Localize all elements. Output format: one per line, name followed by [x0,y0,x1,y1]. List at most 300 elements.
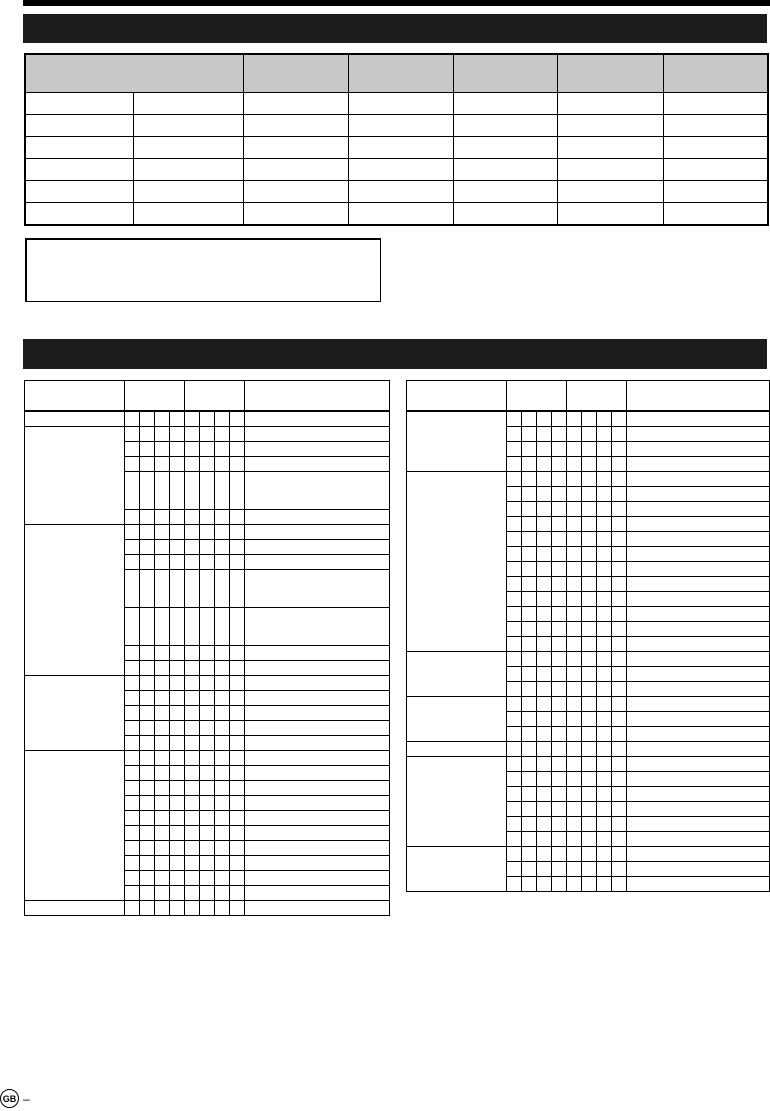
compat-check-cell [567,712,582,727]
compat-description-cell [245,706,390,721]
compat-check-cell [552,757,567,772]
compat-check-cell [230,826,245,841]
signal-cell [453,115,557,137]
signal-cell [557,93,663,115]
compat-check-cell [597,757,612,772]
compat-check-cell [552,637,567,652]
signal-cell [348,137,453,159]
compat-check-cell [507,712,522,727]
compat-check-cell [155,676,170,691]
compat-check-cell [155,427,170,442]
compat-check-cell [200,472,215,510]
signal-row [25,159,768,181]
signal-cell [453,159,557,181]
compat-check-cell [215,427,230,442]
compat-check-cell [230,608,245,646]
compat-check-cell [612,787,627,802]
compat-check-cell [185,781,200,796]
compat-check-cell [597,547,612,562]
compat-check-cell [567,577,582,592]
compat-check-cell [612,562,627,577]
signal-cell [453,203,557,226]
compat-check-cell [215,608,230,646]
gb-circle-icon: GB [0,1089,19,1108]
compat-check-cell [582,502,597,517]
compat-description-cell [627,712,770,727]
compat-check-cell [170,442,185,457]
compat-check-cell [140,826,155,841]
compat-check-cell [507,862,522,877]
compat-header-cell [245,381,390,412]
compat-row [25,427,390,442]
signal-cell [557,159,663,181]
compat-check-cell [597,622,612,637]
compat-check-cell [125,781,140,796]
compat-check-cell [170,555,185,570]
compat-check-cell [612,607,627,622]
compat-description-cell [627,532,770,547]
compat-check-cell [200,525,215,540]
compat-check-cell [597,877,612,892]
compat-description-cell [245,442,390,457]
compat-check-cell [507,577,522,592]
compat-check-cell [215,781,230,796]
compat-check-cell [125,766,140,781]
compat-row [407,411,770,427]
compat-check-cell [582,787,597,802]
signal-cell [243,181,348,203]
compat-check-cell [507,832,522,847]
compat-check-cell [155,811,170,826]
compat-check-cell [522,532,537,547]
compat-check-cell [200,510,215,525]
compat-description-cell [627,487,770,502]
compat-check-cell [507,757,522,772]
compat-check-cell [582,532,597,547]
compat-check-cell [537,607,552,622]
compat-check-cell [170,472,185,510]
compat-check-cell [552,442,567,457]
compat-check-cell [185,856,200,871]
compat-check-cell [230,781,245,796]
compat-check-cell [230,721,245,736]
compat-check-cell [230,472,245,510]
signal-table [24,53,769,226]
compat-check-cell [185,706,200,721]
compat-description-cell [245,646,390,661]
compat-check-cell [125,608,140,646]
compat-check-cell [582,517,597,532]
compat-check-cell [552,547,567,562]
compat-check-cell [170,570,185,608]
compat-group-label [407,652,507,697]
compat-check-cell [140,721,155,736]
compat-check-cell [537,592,552,607]
compat-check-cell [537,472,552,487]
signal-cell [133,203,243,226]
compat-check-cell [552,847,567,862]
compat-check-cell [522,757,537,772]
compat-check-cell [612,712,627,727]
compat-check-cell [567,667,582,682]
signal-cell [25,137,133,159]
signal-cell [348,115,453,137]
compat-check-cell [185,442,200,457]
compat-check-cell [507,847,522,862]
signal-cell [243,203,348,226]
compat-check-cell [507,442,522,457]
compat-check-cell [552,712,567,727]
section-header-2 [23,339,767,369]
compat-check-cell [597,487,612,502]
compat-check-cell [612,457,627,472]
compat-description-cell [627,817,770,832]
compat-check-cell [522,682,537,697]
compat-check-cell [200,427,215,442]
signal-cell [25,115,133,137]
compat-check-cell [582,832,597,847]
compat-check-cell [185,721,200,736]
compat-check-cell [612,667,627,682]
compat-check-cell [567,487,582,502]
compat-check-cell [612,487,627,502]
compat-check-cell [597,411,612,427]
compat-check-cell [612,577,627,592]
compat-description-cell [627,607,770,622]
section-title-1 [23,20,31,35]
compat-check-cell [567,547,582,562]
compat-check-cell [582,487,597,502]
compat-check-cell [612,847,627,862]
compat-check-cell [612,652,627,667]
compat-check-cell [537,442,552,457]
compat-check-cell [597,802,612,817]
signal-header-cell [243,54,348,93]
compat-check-cell [170,525,185,540]
compat-check-cell [552,411,567,427]
compat-check-cell [200,826,215,841]
compat-check-cell [230,676,245,691]
compat-check-cell [552,802,567,817]
compat-check-cell [582,592,597,607]
compat-check-cell [537,877,552,892]
compat-check-cell [140,811,155,826]
compat-row [407,757,770,772]
compat-check-cell [582,682,597,697]
compat-description-cell [245,901,390,916]
compat-description-cell [245,472,390,510]
compat-check-cell [155,886,170,901]
compat-description-cell [245,841,390,856]
compat-check-cell [125,706,140,721]
compat-check-cell [215,721,230,736]
signal-header-cell [557,54,663,93]
signal-table-header [25,54,768,93]
compat-description-cell [627,442,770,457]
compat-check-cell [597,682,612,697]
compat-check-cell [200,457,215,472]
compat-description-cell [627,862,770,877]
compat-check-cell [125,540,140,555]
signal-cell [453,93,557,115]
compat-check-cell [140,608,155,646]
compat-description-cell [245,427,390,442]
compat-group-label [407,411,507,472]
compat-check-cell [597,502,612,517]
compat-check-cell [170,886,185,901]
compat-check-cell [215,570,230,608]
compat-check-cell [125,427,140,442]
compat-check-cell [537,757,552,772]
compat-check-cell [155,721,170,736]
signal-cell [557,181,663,203]
compat-description-cell [245,676,390,691]
compat-check-cell [582,667,597,682]
compat-check-cell [155,841,170,856]
compat-check-cell [552,682,567,697]
compat-check-cell [200,721,215,736]
compat-check-cell [522,517,537,532]
compat-check-cell [170,457,185,472]
compat-check-cell [567,682,582,697]
compat-check-cell [582,607,597,622]
compat-check-cell [230,706,245,721]
compat-check-cell [155,826,170,841]
compat-check-cell [522,847,537,862]
signal-cell [348,93,453,115]
signal-cell [453,137,557,159]
signal-cell [133,159,243,181]
compat-group-label [25,411,125,427]
signal-cell [25,159,133,181]
compat-check-cell [140,781,155,796]
compat-check-cell [170,841,185,856]
compat-check-cell [230,841,245,856]
compat-check-cell [597,862,612,877]
compat-check-cell [507,742,522,757]
compat-check-cell [155,856,170,871]
compat-check-cell [507,667,522,682]
compat-check-cell [155,691,170,706]
compat-group-label [407,847,507,892]
compat-check-cell [597,607,612,622]
compat-description-cell [627,562,770,577]
compat-check-cell [170,796,185,811]
compat-row [25,751,390,766]
compat-check-cell [537,727,552,742]
compat-check-cell [597,532,612,547]
compat-check-cell [567,757,582,772]
compat-check-cell [597,652,612,667]
compat-check-cell [200,555,215,570]
compat-check-cell [612,832,627,847]
page-marker [0,1089,30,1108]
compat-check-cell [170,736,185,751]
compat-check-cell [582,577,597,592]
compat-check-cell [125,457,140,472]
compat-check-cell [170,871,185,886]
compat-check-cell [612,592,627,607]
signal-cell [25,181,133,203]
compat-check-cell [170,676,185,691]
compat-check-cell [230,856,245,871]
compat-check-cell [552,667,567,682]
compat-check-cell [567,442,582,457]
compat-check-cell [567,457,582,472]
compat-check-cell [230,811,245,826]
signal-cell [25,203,133,226]
top-rule [23,0,770,6]
compat-check-cell [185,570,200,608]
compat-check-cell [537,652,552,667]
compat-description-cell [245,411,390,427]
compat-check-cell [567,832,582,847]
compat-check-cell [200,856,215,871]
compat-check-cell [507,787,522,802]
compat-check-cell [230,570,245,608]
compat-check-cell [215,811,230,826]
compat-check-cell [125,661,140,676]
compat-check-cell [185,525,200,540]
compat-check-cell [597,742,612,757]
compat-check-cell [537,427,552,442]
compat-check-cell [552,622,567,637]
compat-row [25,525,390,540]
compat-description-cell [627,637,770,652]
compat-check-cell [185,646,200,661]
compat-description-cell [627,517,770,532]
compat-check-cell [507,637,522,652]
compat-check-cell [185,510,200,525]
signal-cell [348,181,453,203]
compat-check-cell [597,427,612,442]
compat-check-cell [537,532,552,547]
compat-check-cell [170,901,185,916]
compat-check-cell [567,877,582,892]
signal-cell [133,137,243,159]
compat-check-cell [140,871,155,886]
compat-check-cell [537,457,552,472]
compat-check-cell [552,562,567,577]
compat-check-cell [170,826,185,841]
compat-check-cell [170,856,185,871]
compat-check-cell [200,781,215,796]
compat-check-cell [582,772,597,787]
compat-check-cell [140,442,155,457]
compat-header-cell [567,381,627,412]
compat-check-cell [567,532,582,547]
signal-row [25,137,768,159]
compat-check-cell [200,871,215,886]
compat-row [407,652,770,667]
compat-check-cell [582,547,597,562]
compat-check-cell [155,472,170,510]
compat-check-cell [215,661,230,676]
compat-description-cell [245,856,390,871]
compat-check-cell [522,547,537,562]
compat-check-cell [200,661,215,676]
signal-row [25,115,768,137]
compat-check-cell [170,646,185,661]
compat-check-cell [612,472,627,487]
compat-check-cell [582,727,597,742]
compat-check-cell [522,802,537,817]
compat-check-cell [582,427,597,442]
compat-check-cell [612,411,627,427]
signal-header-cell [25,54,243,93]
compat-check-cell [537,772,552,787]
compat-check-cell [567,637,582,652]
compat-check-cell [155,442,170,457]
compat-check-cell [125,525,140,540]
compat-check-cell [215,901,230,916]
compat-check-cell [507,472,522,487]
compat-check-cell [230,901,245,916]
compat-check-cell [522,411,537,427]
signal-row [25,203,768,226]
compat-description-cell [245,510,390,525]
compat-check-cell [230,457,245,472]
compat-check-cell [170,691,185,706]
compat-check-cell [612,532,627,547]
compat-check-cell [552,457,567,472]
compat-check-cell [185,886,200,901]
compat-check-cell [230,510,245,525]
compat-check-cell [155,706,170,721]
compat-check-cell [200,676,215,691]
signal-cell [133,115,243,137]
compat-check-cell [185,826,200,841]
compat-group-label [407,757,507,847]
compat-check-cell [537,637,552,652]
compat-check-cell [537,787,552,802]
compat-description-cell [245,691,390,706]
compat-check-cell [567,802,582,817]
compat-check-cell [612,622,627,637]
compat-check-cell [612,862,627,877]
compat-row [407,847,770,862]
compat-check-cell [612,727,627,742]
section-title-2 [23,345,31,360]
compat-check-cell [552,772,567,787]
compat-check-cell [507,427,522,442]
compat-check-cell [567,817,582,832]
compat-check-cell [215,886,230,901]
compat-check-cell [597,592,612,607]
compat-check-cell [522,502,537,517]
compat-check-cell [552,832,567,847]
compat-check-cell [140,472,155,510]
compat-check-cell [507,532,522,547]
compat-check-cell [230,525,245,540]
compat-check-cell [155,457,170,472]
compat-check-cell [230,796,245,811]
compat-check-cell [597,817,612,832]
compat-check-cell [185,691,200,706]
compat-description-cell [627,832,770,847]
signal-cell [663,181,768,203]
compat-check-cell [170,811,185,826]
compat-check-cell [140,570,155,608]
compat-check-cell [215,796,230,811]
compat-description-cell [245,525,390,540]
compat-check-cell [537,697,552,712]
compat-check-cell [582,457,597,472]
compat-check-cell [155,796,170,811]
compat-check-cell [155,608,170,646]
compat-group-label [407,472,507,652]
compat-check-cell [125,472,140,510]
